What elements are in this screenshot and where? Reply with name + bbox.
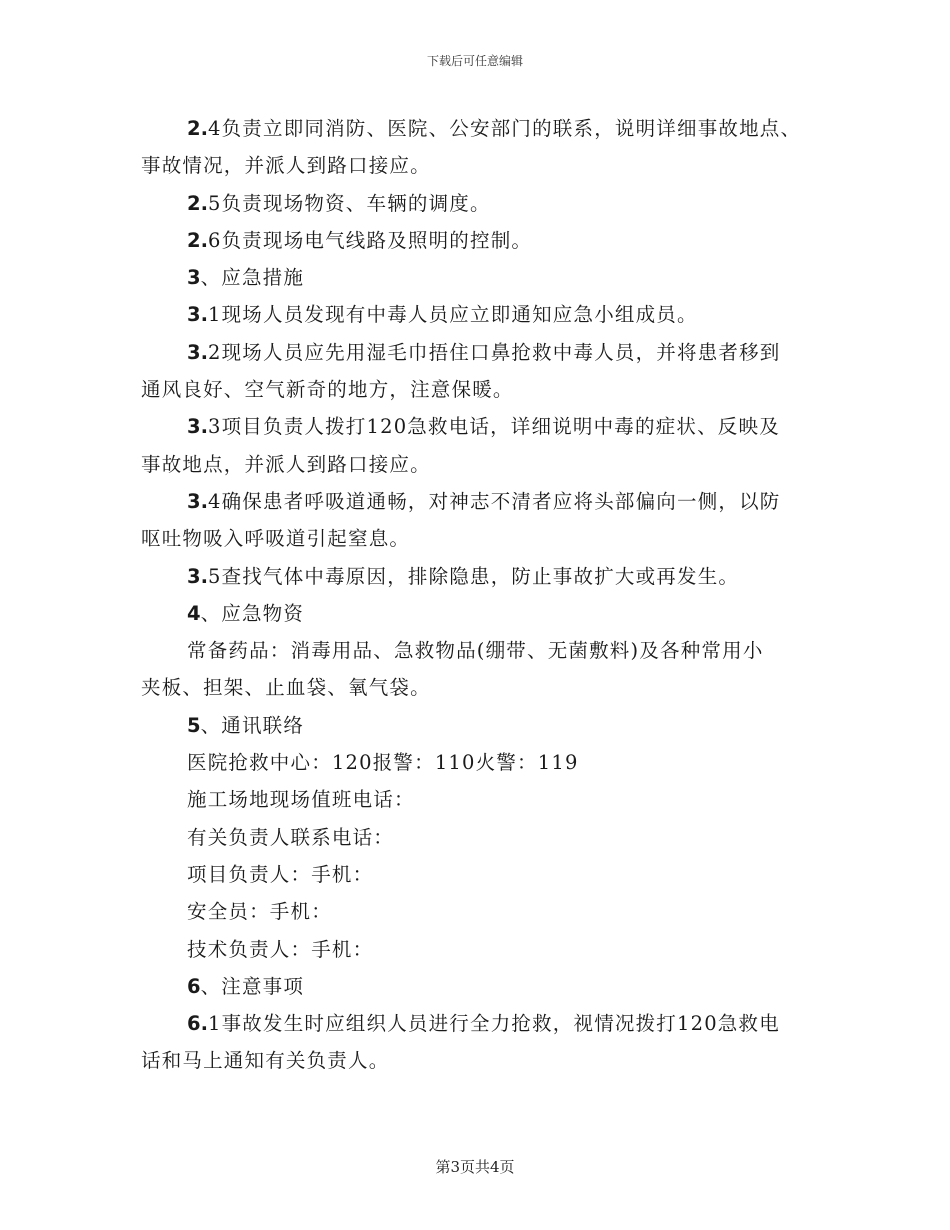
text-line [141, 483, 826, 520]
line-text: 项目负责人：手机： [187, 862, 374, 886]
section-number: 2. [187, 228, 208, 252]
document-body [141, 110, 826, 1080]
line-text: 4负责立即同消防、医院、公安部门的联系，说明详细事故地点、 [207, 117, 802, 140]
text-line [141, 595, 826, 632]
section-number: 2. [187, 117, 208, 140]
text-line [141, 707, 826, 744]
text-line [141, 296, 826, 333]
line-text: 话和马上通知有关负责人。 [141, 1049, 390, 1073]
text-line [141, 110, 826, 147]
text-line [141, 147, 826, 184]
line-text: 3项目负责人拨打120急救电话，详细说明中毒的症状、反映及 [207, 415, 780, 439]
text-line [141, 781, 826, 818]
line-text: 、通讯联络 [200, 713, 305, 737]
page-header: 下载后可任意编辑 [426, 54, 523, 68]
text-line [141, 632, 826, 669]
line-text: 事故情况，并派人到路口接应。 [141, 154, 431, 178]
line-text: 医院抢救中心：120报警：110火警：119 [187, 751, 579, 775]
text-line [141, 408, 826, 445]
line-text: 通风良好、空气新奇的地方，注意保暖。 [141, 378, 514, 402]
line-text: 、注意事项 [200, 974, 305, 998]
text-line [141, 744, 826, 781]
page-footer: 第3页共4页 [435, 1158, 515, 1176]
text-line [141, 893, 826, 930]
section-number: 3. [187, 489, 208, 513]
line-text: 、应急物资 [200, 601, 305, 625]
text-line [141, 931, 826, 968]
line-text: 有关负责人联系电话： [187, 825, 395, 849]
line-text: 事故地点，并派人到路口接应。 [141, 452, 431, 476]
section-number: 2. [187, 191, 208, 215]
line-text: 1现场人员发现有中毒人员应立即通知应急小组成员。 [207, 303, 698, 327]
line-text: 4确保患者呼吸道通畅，对神志不清者应将头部偏向一侧，以防 [207, 489, 781, 513]
section-number: 6. [187, 1012, 208, 1036]
text-line [141, 371, 826, 408]
text-line [141, 259, 826, 296]
line-text: 技术负责人：手机： [187, 937, 374, 961]
section-number: 5 [187, 713, 201, 737]
line-text: 6负责现场电气线路及照明的控制。 [207, 228, 533, 252]
text-line [141, 819, 826, 856]
line-text: 施工场地现场值班电话： [187, 788, 415, 812]
section-number: 3. [187, 564, 208, 588]
section-number: 6 [187, 974, 201, 998]
line-text: 5查找气体中毒原因，排除隐患，防止事故扩大或再发生。 [207, 564, 740, 588]
section-number: 4 [187, 601, 201, 625]
text-line [141, 968, 826, 1005]
text-line [141, 856, 826, 893]
text-line [141, 520, 826, 557]
line-text: 呕吐物吸入呼吸道引起窒息。 [141, 527, 411, 551]
text-line [141, 334, 826, 371]
line-text: 、应急措施 [200, 266, 305, 290]
text-line [141, 446, 826, 483]
text-line [141, 558, 826, 595]
line-text: 安全员：手机： [187, 900, 332, 924]
text-line [141, 669, 826, 706]
section-number: 3. [187, 303, 208, 327]
line-text: 2现场人员应先用湿毛巾捂住口鼻抢救中毒人员，并将患者移到 [207, 340, 781, 364]
line-text: 常备药品：消毒用品、急救物品(绷带、无菌敷料)及各种常用小 [187, 639, 764, 663]
line-text: 1事故发生时应组织人员进行全力抢救，视情况拨打120急救电 [207, 1012, 780, 1036]
section-number: 3. [187, 340, 208, 364]
text-line [141, 185, 826, 222]
line-text: 5负责现场物资、车辆的调度。 [207, 191, 491, 215]
section-number: 3 [187, 266, 201, 290]
text-line [141, 1042, 826, 1079]
text-line [141, 1005, 826, 1042]
line-text: 夹板、担架、止血袋、氧气袋。 [141, 676, 431, 700]
text-line [141, 222, 826, 259]
section-number: 3. [187, 415, 208, 439]
